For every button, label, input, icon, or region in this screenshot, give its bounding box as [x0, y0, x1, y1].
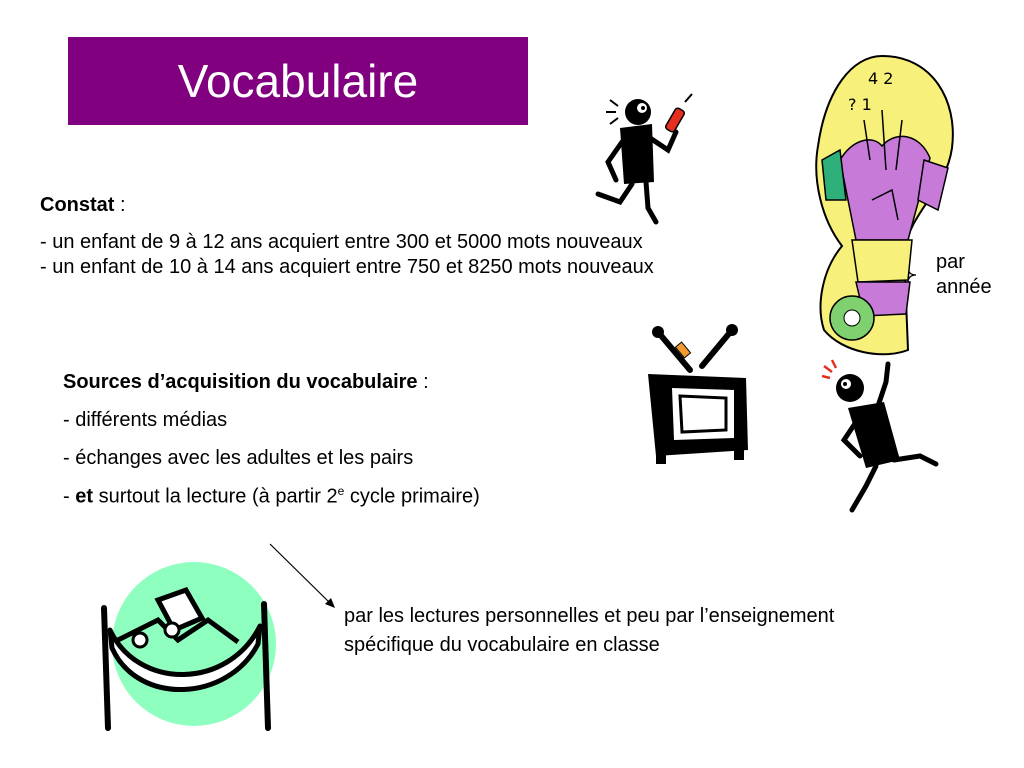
stick-figure-waving-icon	[816, 356, 956, 514]
sources-item-3-text: surtout la lecture (à partir 2	[93, 485, 338, 508]
sources-item-1: - différents médias	[63, 409, 228, 431]
brace-note-line-1: par	[936, 251, 965, 273]
constat-heading-suffix: :	[114, 194, 126, 216]
sources-heading-line	[63, 370, 480, 395]
constat-heading-line	[40, 193, 654, 218]
stick-figure-phone-icon	[590, 90, 710, 230]
slide-title-box	[68, 37, 528, 125]
slide-title: Vocabulaire	[177, 55, 419, 107]
result-text	[344, 604, 994, 662]
sources-item-3-bold: et	[75, 485, 94, 508]
result-line-1: par les lectures personnelles et peu par l’enseignement	[344, 605, 835, 627]
sources-item-3-sup: e	[337, 484, 345, 498]
svg-text:4 2: 4 2	[868, 69, 894, 88]
hammock-reading-icon	[98, 560, 278, 738]
constat-heading: Constat	[40, 194, 115, 216]
constat-section	[40, 193, 654, 280]
lightbulb-ideas-icon	[812, 50, 960, 358]
constat-line-2: - un enfant de 10 à 14 ans acquiert entre 750 et 8250 mots nouveaux	[40, 256, 654, 278]
constat-line-1: - un enfant de 9 à 12 ans acquiert entre 300 et 5000 mots nouveaux	[40, 231, 643, 253]
sources-item-3	[63, 484, 480, 510]
result-line-2: spécifique du vocabulaire en classe	[344, 634, 660, 656]
sources-item-3-prefix: -	[63, 485, 76, 508]
svg-text:? 1: ? 1	[848, 95, 872, 114]
sources-item-3-text-end: cycle primaire)	[344, 485, 480, 508]
television-icon	[636, 322, 756, 464]
sources-heading-suffix: :	[417, 371, 429, 393]
sources-section	[63, 370, 480, 523]
sources-item-2: - échanges avec les adultes et les pairs	[63, 447, 414, 469]
sources-heading: Sources d’acquisition du vocabulaire	[63, 371, 418, 393]
brace-note-line-2: année	[936, 276, 992, 298]
